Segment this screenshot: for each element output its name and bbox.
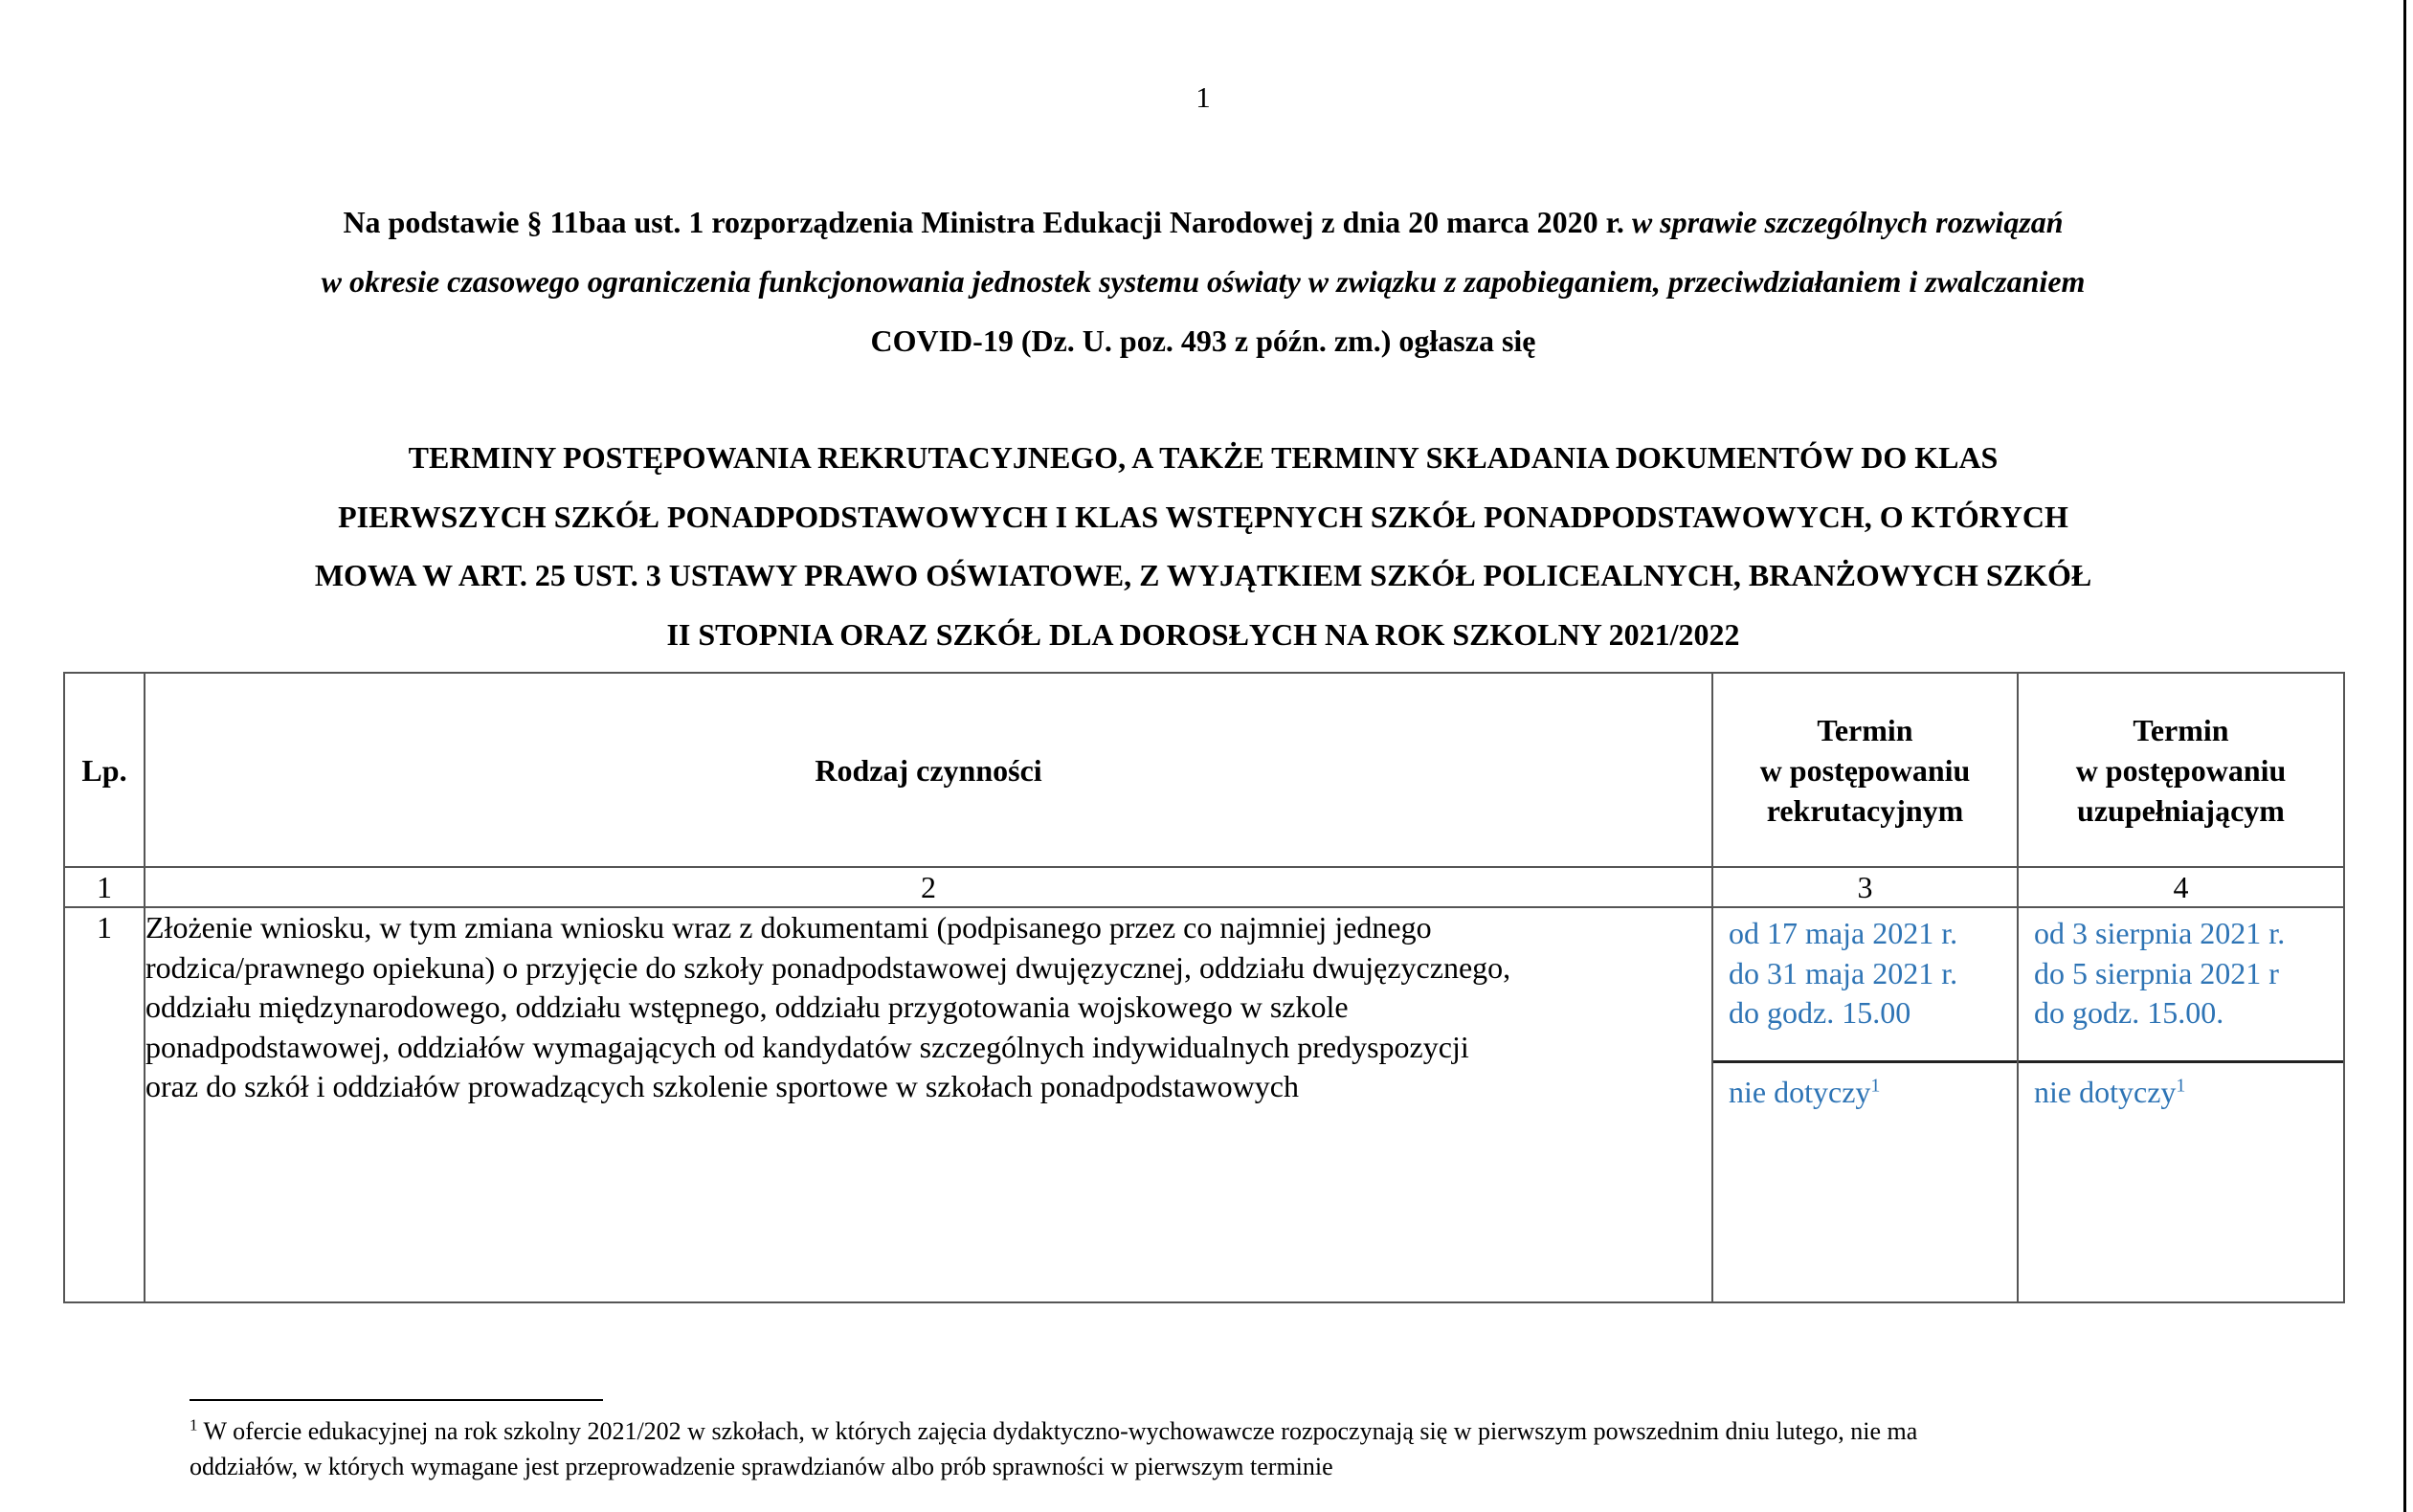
footnote-line-2: oddziałów, w których wymagane jest przeprowadzenie sprawdzianów albo prób sprawności w pierwszym terminie <box>190 1453 1333 1480</box>
table-row <box>64 907 2344 1302</box>
header-recruitment-line-3: rekrutacyjnym <box>1766 792 1964 828</box>
header-supplementary-line-3: uzupełniającym <box>2077 792 2285 828</box>
header-supplementary-line-1: Termin <box>2133 712 2229 747</box>
activity-line: Złożenie wniosku, w tym zmiana wniosku wraz z dokumentami (podpisanego przez co najmniej jednego <box>145 910 1432 945</box>
supplementary-na-text: nie dotyczy <box>2034 1075 2177 1109</box>
recruitment-term-line: do 31 maja 2021 r. <box>1729 955 1958 990</box>
header-recruitment-term <box>1712 673 2018 867</box>
supplementary-date-range <box>2019 908 2343 1063</box>
column-number: 3 <box>1712 867 2018 907</box>
recruitment-not-applicable <box>1713 1063 2017 1113</box>
column-number: 2 <box>145 867 1712 907</box>
table-header-row <box>64 673 2344 867</box>
header-recruitment-line-2: w postępowaniu <box>1759 752 1971 788</box>
supplementary-term-line: do godz. 15.00. <box>2034 995 2224 1030</box>
header-supplementary-line-2: w postępowaniu <box>2075 752 2287 788</box>
intro-line-1 <box>144 192 2263 252</box>
row-activity <box>145 907 1712 1302</box>
document-title <box>115 429 2291 664</box>
page-right-edge <box>2403 0 2406 1512</box>
activity-line: rodzica/prawnego opiekuna) o przyjęcie do szkoły ponadpodstawowej dwujęzycznej, oddziału dwujęzycznego, <box>145 949 1511 985</box>
footnote-reference[interactable]: 1 <box>1870 1075 1881 1097</box>
header-recruitment-line-1: Termin <box>1817 712 1913 747</box>
footnote-separator <box>190 1399 603 1401</box>
column-number: 1 <box>64 867 145 907</box>
recruitment-term-line: od 17 maja 2021 r. <box>1729 916 1958 950</box>
supplementary-term-line: od 3 sierpnia 2021 r. <box>2034 916 2286 950</box>
footnote-text-1: W ofercie edukacyjnej na rok szkolny 2021/202 w szkołach, w których zajęcia dydaktyczno-wychowawcze rozpoczynają się w pierwszym powszednim dniu lutego, nie ma <box>197 1417 1918 1445</box>
header-supplementary-term <box>2018 673 2344 867</box>
supplementary-not-applicable <box>2019 1063 2343 1113</box>
row-supplementary-term <box>2018 907 2344 1302</box>
activity-line: oddziału międzynarodowego, oddziału wstępnego, oddziału przygotowania wojskowego w szkole <box>145 989 1349 1024</box>
recruitment-term-line: do godz. 15.00 <box>1729 995 1911 1030</box>
supplementary-term-line: do 5 sierpnia 2021 r <box>2034 955 2279 990</box>
footnote <box>190 1413 2247 1484</box>
title-line-1: TERMINY POSTĘPOWANIA REKRUTACYJNEGO, A TAKŻE TERMINY SKŁADANIA DOKUMENTÓW DO KLAS <box>408 440 1999 475</box>
schedule-table <box>63 672 2345 1303</box>
page-number: 1 <box>1195 80 1211 114</box>
row-lp: 1 <box>64 907 145 1302</box>
footnote-mark: 1 <box>190 1415 198 1434</box>
title-line-2: PIERWSZYCH SZKÓŁ PONADPODSTAWOWYCH I KLAS WSTĘPNYCH SZKÓŁ PONADPODSTAWOWYCH, O KTÓRYCH <box>338 499 2068 534</box>
footnote-line-1 <box>190 1413 2247 1449</box>
intro-line-1-italic: w sprawie szczególnych rozwiązań <box>1631 205 2064 239</box>
activity-line: oraz do szkół i oddziałów prowadzących szkolenie sportowe w szkołach ponadpodstawowych <box>145 1069 1299 1103</box>
recruitment-date-range <box>1713 908 2017 1063</box>
intro-line-1-prefix: Na podstawie § 11baa ust. 1 rozporządzenia Ministra Edukacji Narodowej z dnia 20 marca 2020 r. <box>343 205 1632 239</box>
column-number: 4 <box>2018 867 2344 907</box>
header-lp: Lp. <box>64 673 145 867</box>
column-number-row <box>64 867 2344 907</box>
legal-basis-intro <box>144 192 2263 370</box>
activity-line: ponadpodstawowej, oddziałów wymagających od kandydatów szczególnych indywidualnych predyspozycji <box>145 1029 1469 1064</box>
intro-line-2 <box>144 252 2263 311</box>
recruitment-na-text: nie dotyczy <box>1729 1075 1871 1109</box>
header-activity: Rodzaj czynności <box>145 673 1712 867</box>
title-line-4: II STOPNIA ORAZ SZKÓŁ DLA DOROSŁYCH NA ROK SZKOLNY 2021/2022 <box>666 616 1740 652</box>
intro-line-3: COVID-19 (Dz. U. poz. 493 z późn. zm.) ogłasza się <box>870 323 1536 358</box>
footnote-reference[interactable]: 1 <box>2176 1075 2186 1097</box>
intro-line-2-italic: w okresie czasowego ograniczenia funkcjonowania jednostek systemu oświaty w związku z zapobieganiem, przeciwdziałaniem i zwalczaniem <box>321 264 2086 299</box>
row-recruitment-term <box>1712 907 2018 1302</box>
title-line-3: MOWA W ART. 25 UST. 3 USTAWY PRAWO OŚWIATOWE, Z WYJĄTKIEM SZKÓŁ POLICEALNYCH, BRANŻOWYCH SZKÓŁ <box>314 558 2092 592</box>
